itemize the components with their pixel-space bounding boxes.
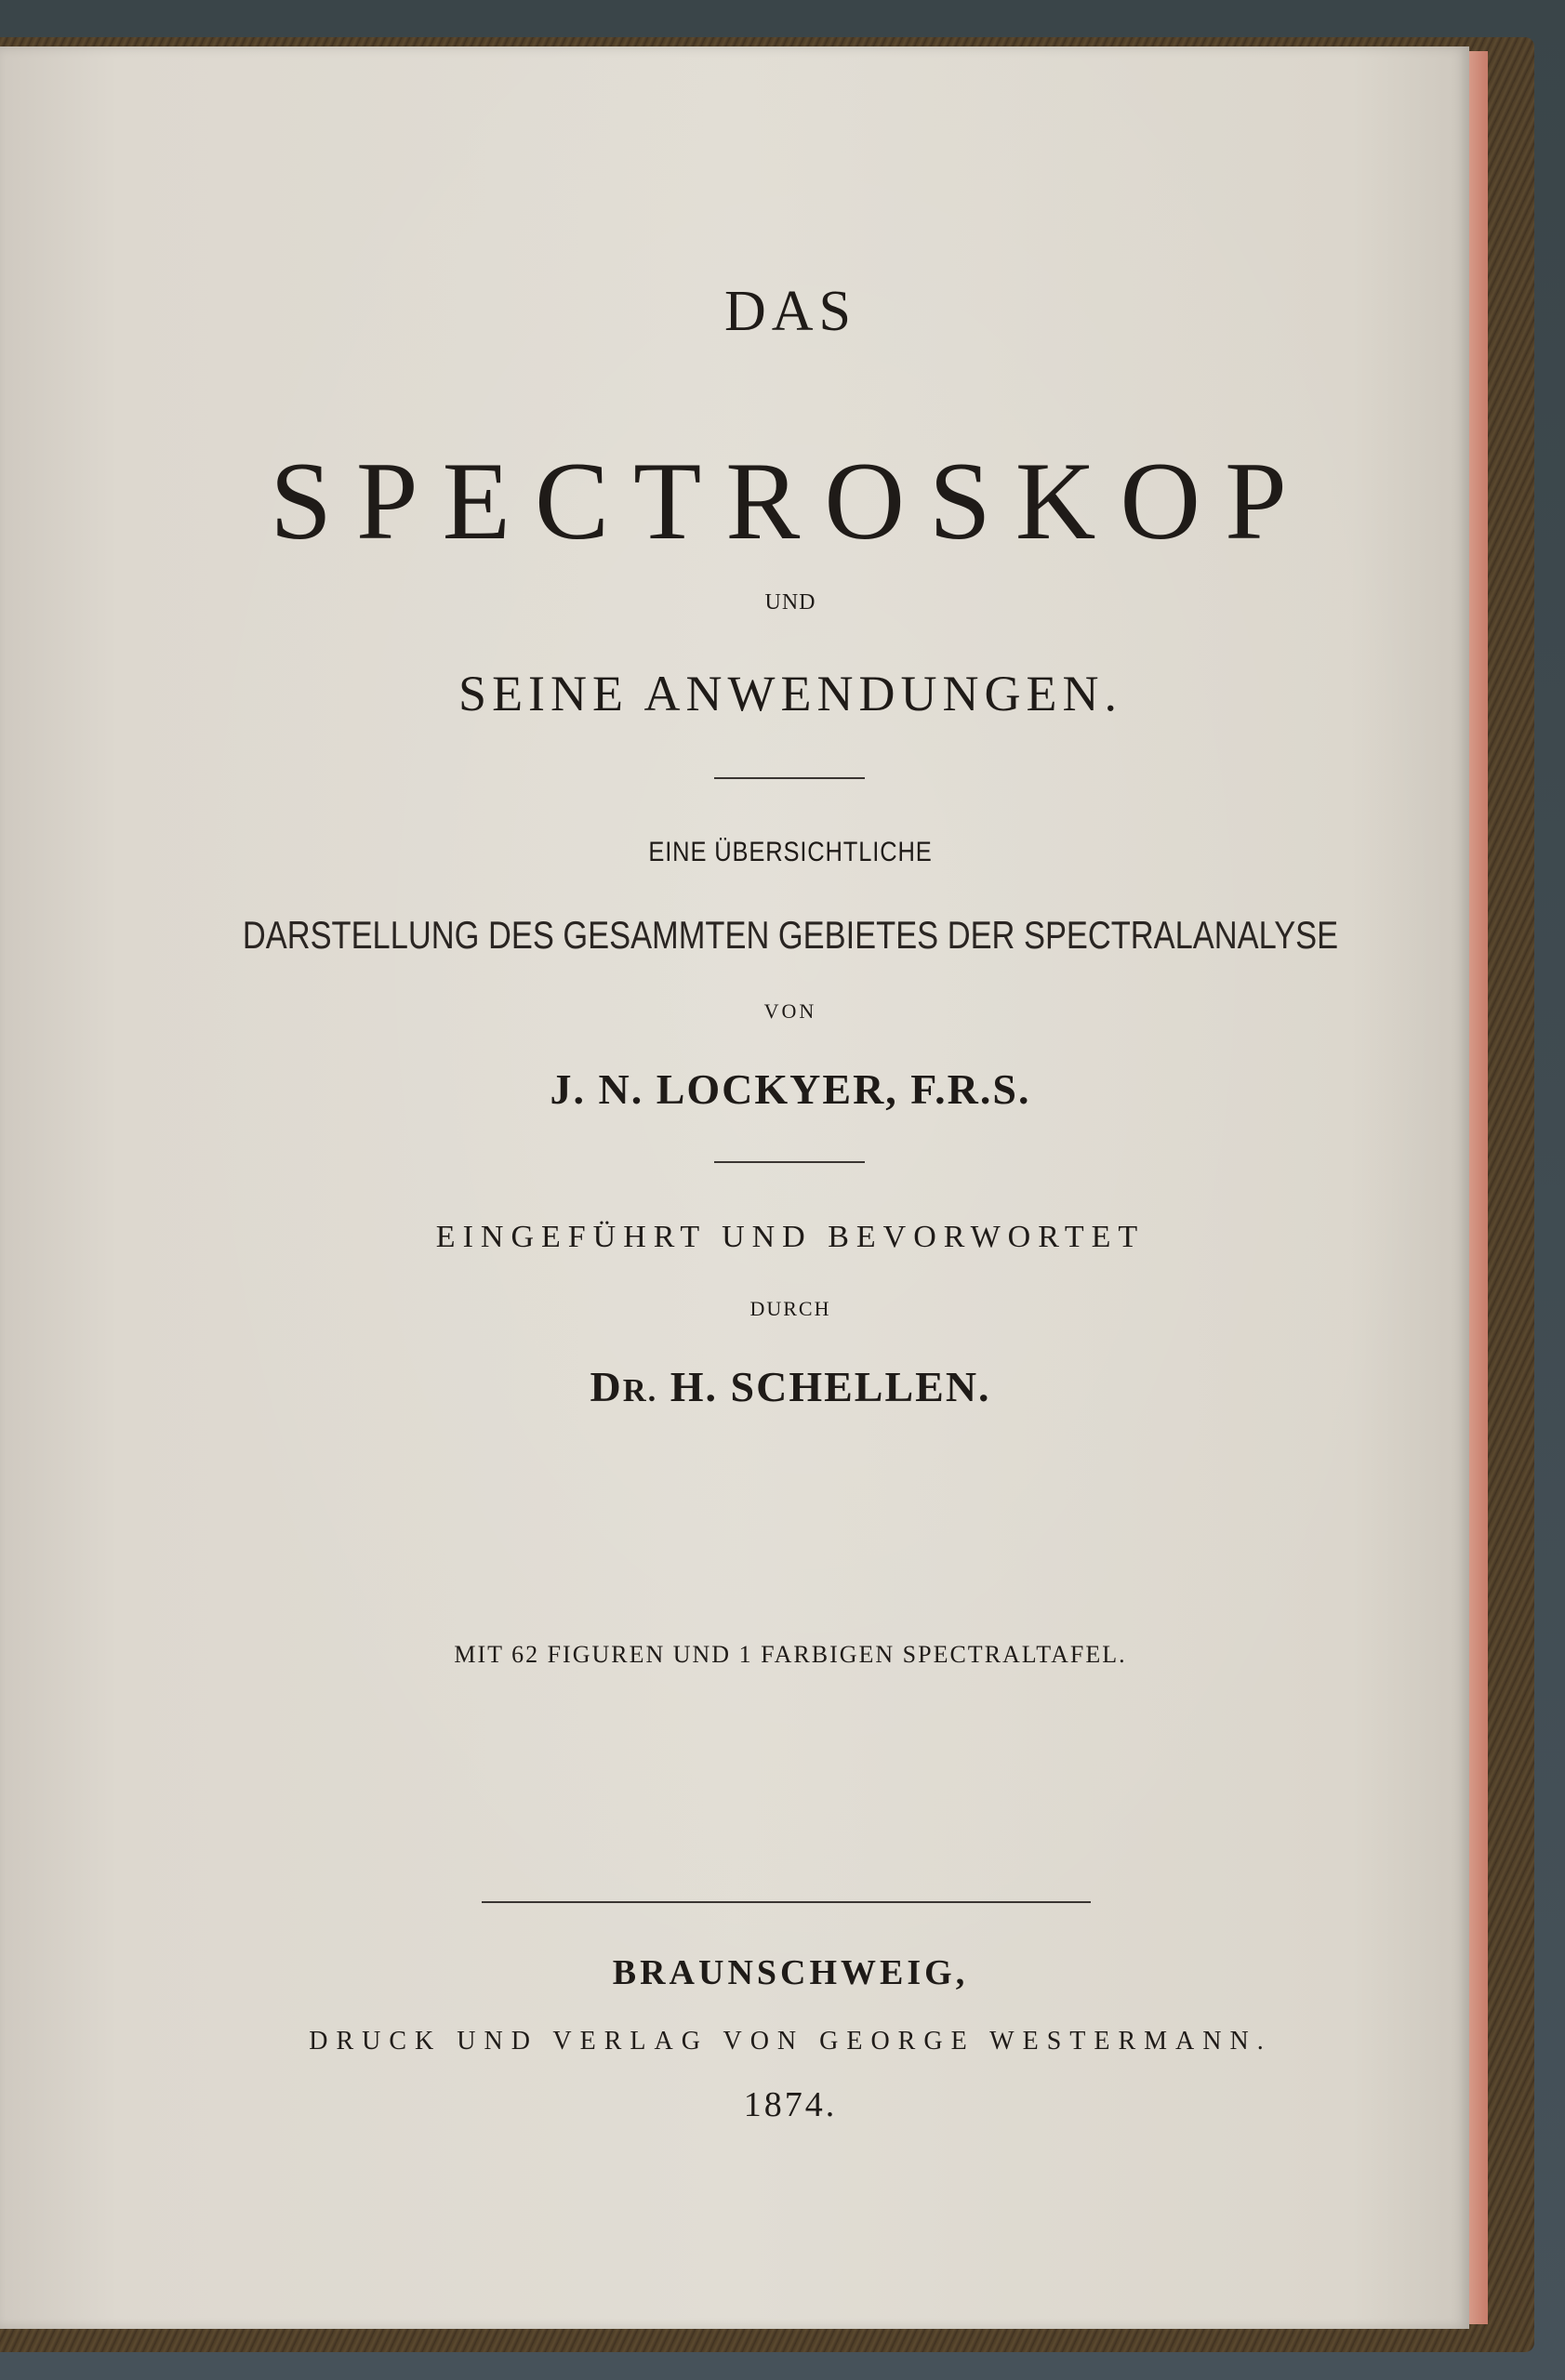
- description-line-2: DARSTELLUNG DES GESAMMTEN GEBIETES DER SPECTRALANALYSE: [242, 913, 1339, 957]
- divider-rule: [714, 1161, 865, 1163]
- title-und: UND: [764, 590, 816, 615]
- title-main: SPECTROSKOP: [270, 439, 1311, 562]
- imprint-rule: [482, 1901, 1091, 1903]
- by-label: VON: [763, 999, 817, 1023]
- title-subtitle: SEINE ANWENDUNGEN.: [458, 666, 1122, 721]
- figures-note: MIT 62 FIGUREN UND 1 FARBIGEN SPECTRALTAFEL.: [454, 1641, 1127, 1668]
- description-line-1: EINE ÜBERSICHTLICHE: [648, 837, 933, 867]
- author-name: J. N. LOCKYER, F.R.S.: [550, 1065, 1031, 1113]
- through-label: DURCH: [749, 1297, 831, 1320]
- editor-surname: H. SCHELLEN.: [657, 1363, 991, 1410]
- title-das: DAS: [723, 280, 857, 343]
- publication-year: 1874.: [743, 2085, 838, 2124]
- publisher-line: DRUCK UND VERLAG VON GEORGE WESTERMANN.: [309, 2027, 1272, 2056]
- editor-name: [0, 1362, 1565, 1411]
- editor-prefix-small: R.: [622, 1373, 658, 1408]
- divider-rule: [714, 777, 865, 779]
- editor-prefix: D: [590, 1363, 623, 1410]
- publication-place: BRAUNSCHWEIG,: [612, 1953, 969, 1992]
- introduced-line: EINGEFÜHRT UND BEVORWORTET: [435, 1220, 1146, 1254]
- title-page: [0, 46, 1469, 2329]
